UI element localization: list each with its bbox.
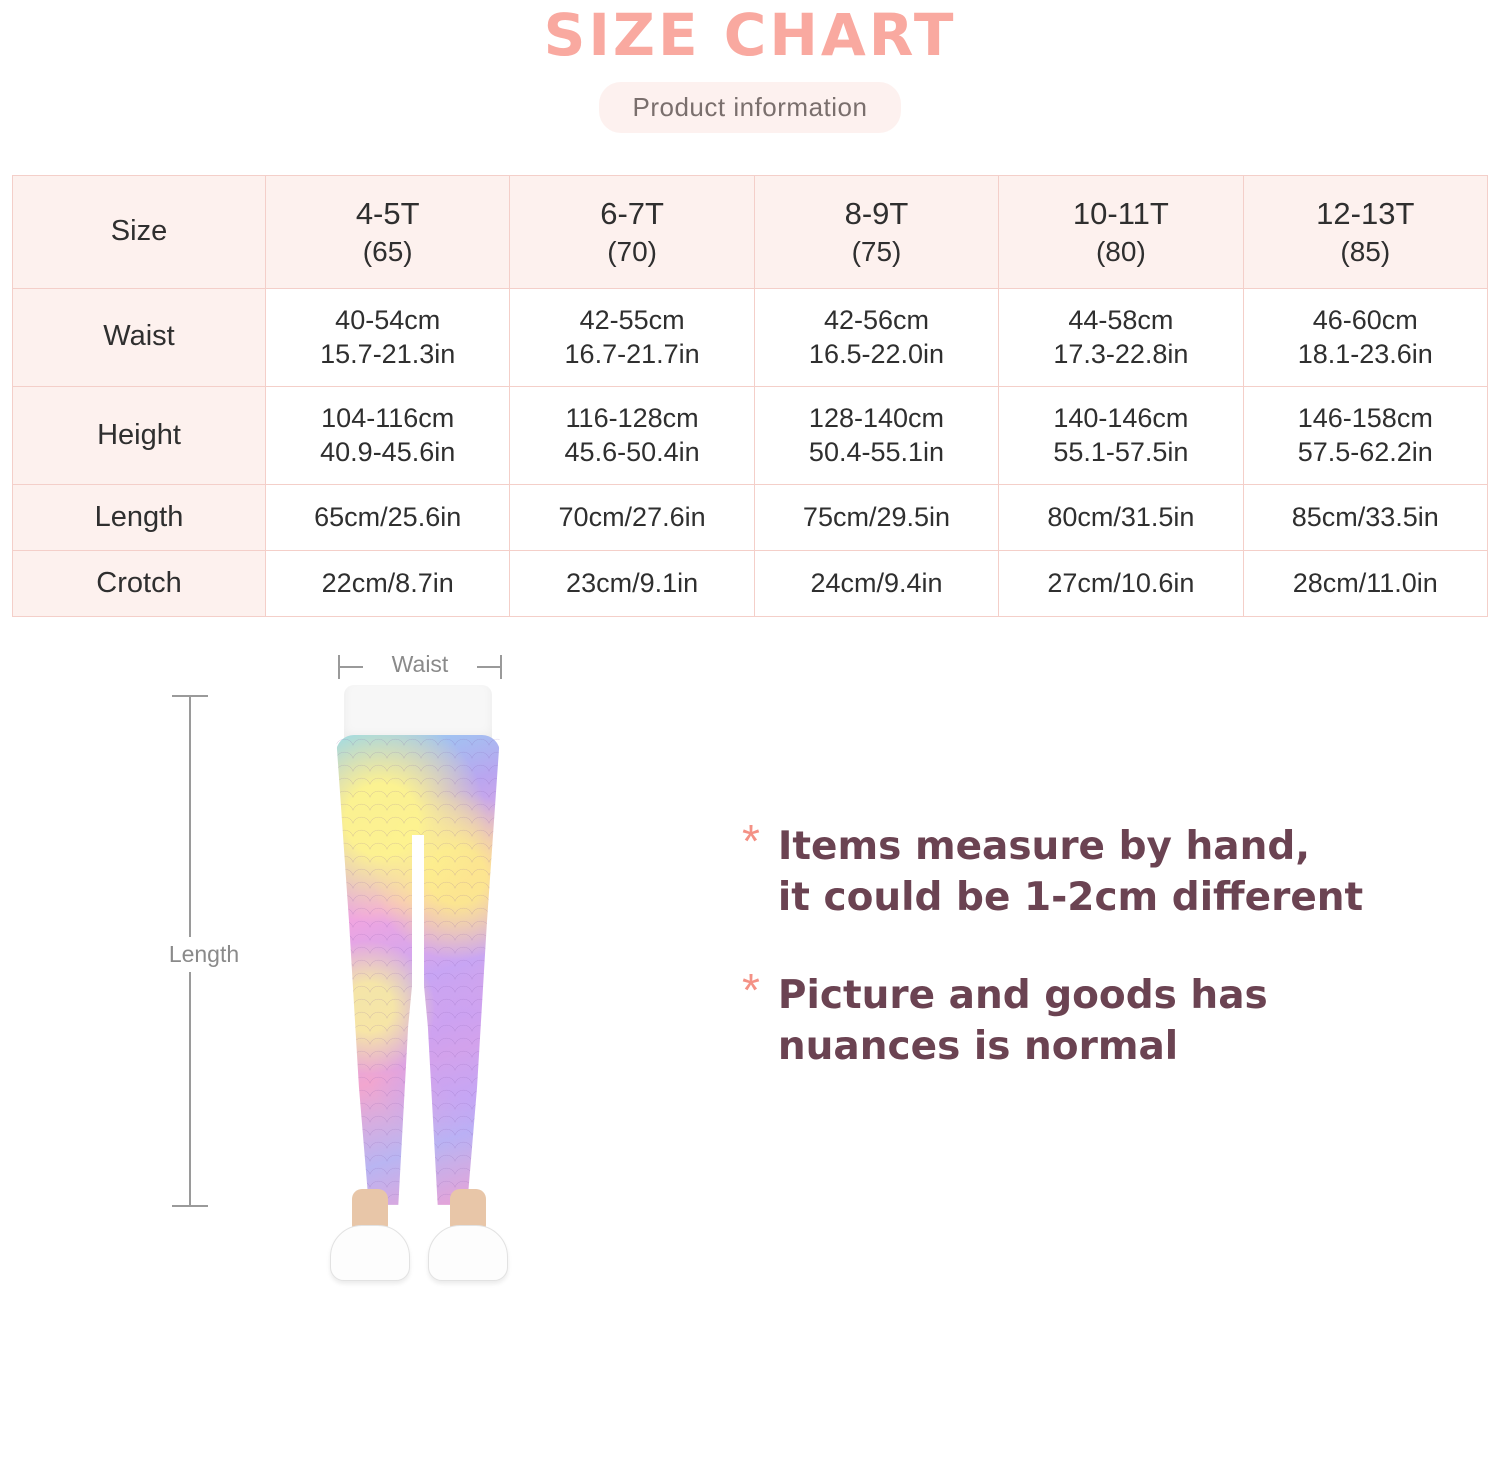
cell-waist-8-9t	[754, 288, 998, 386]
value-cm: 42-56cm	[823, 304, 929, 335]
value-in: 15.7-21.3in	[320, 339, 456, 370]
value-in: 50.4-55.1in	[808, 437, 945, 468]
asterisk-icon: *	[742, 963, 760, 1016]
value-cm: 128-140cm	[808, 402, 945, 433]
cell-height-8-9t	[754, 386, 998, 484]
row-label-waist: Waist	[13, 288, 266, 386]
row-label-height: Height	[13, 386, 266, 484]
subtitle-container	[0, 82, 1500, 133]
column-header-12-13t	[1243, 176, 1487, 289]
value-in: 18.1-23.6in	[1297, 339, 1433, 370]
cell-length-8-9t: 75cm/29.5in	[754, 484, 998, 550]
cell-waist-12-13t	[1243, 288, 1487, 386]
page-title: SIZE CHART	[543, 1, 957, 69]
value-cm: 44-58cm	[1068, 304, 1174, 335]
size-chart-table-wrapper	[12, 175, 1488, 617]
product-photo-leggings	[318, 685, 518, 1281]
size-name: 8-9T	[844, 196, 909, 231]
page-header	[0, 0, 1500, 133]
value-cm: 42-55cm	[579, 304, 685, 335]
subtitle-badge: Product information	[599, 82, 902, 133]
size-code: (70)	[607, 235, 657, 267]
waist-measurement-marker	[335, 651, 505, 685]
value-in: 45.6-50.4in	[564, 437, 700, 468]
value-cm: 46-60cm	[1312, 304, 1418, 335]
table-row-crotch	[13, 550, 1488, 616]
column-header-4-5t	[266, 176, 510, 289]
value-cm: 104-116cm	[321, 402, 455, 433]
note-item	[742, 814, 1442, 924]
cell-length-12-13t: 85cm/33.5in	[1243, 484, 1487, 550]
cell-length-6-7t: 70cm/27.6in	[510, 484, 754, 550]
cell-length-10-11t: 80cm/31.5in	[999, 484, 1243, 550]
length-measurement-marker	[150, 691, 260, 1211]
size-code: (85)	[1340, 235, 1391, 267]
value-in: 57.5-62.2in	[1297, 437, 1433, 468]
cell-height-4-5t	[266, 386, 510, 484]
size-code: (80)	[1095, 235, 1146, 267]
size-name: 12-13T	[1316, 196, 1415, 231]
note-text	[778, 821, 1363, 924]
cell-crotch-4-5t: 22cm/8.7in	[266, 550, 510, 616]
note-line-2: it could be 1-2cm different	[777, 875, 1364, 921]
left-shoe	[330, 1225, 410, 1281]
measurement-diagram-section	[0, 643, 1500, 1283]
cell-crotch-8-9t: 24cm/9.4in	[754, 550, 998, 616]
value-cm: 116-128cm	[565, 402, 699, 433]
value-in: 17.3-22.8in	[1053, 339, 1189, 370]
row-label-length: Length	[13, 484, 266, 550]
note-line-1: Items measure by hand,	[777, 823, 1311, 869]
column-header-10-11t	[999, 176, 1243, 289]
value-in: 16.7-21.7in	[564, 339, 700, 370]
size-name: 4-5T	[355, 196, 420, 231]
value-cm: 40-54cm	[335, 304, 441, 335]
note-line-2: nuances is normal	[777, 1024, 1179, 1070]
cell-height-6-7t	[510, 386, 754, 484]
table-header-row	[13, 176, 1488, 289]
size-name: 6-7T	[600, 196, 664, 231]
cell-crotch-6-7t: 23cm/9.1in	[510, 550, 754, 616]
cell-height-12-13t	[1243, 386, 1487, 484]
size-name: 10-11T	[1072, 196, 1169, 231]
value-cm: 140-146cm	[1053, 402, 1189, 433]
cell-crotch-12-13t: 28cm/11.0in	[1243, 550, 1487, 616]
asterisk-icon: *	[742, 814, 760, 867]
table-row-length	[13, 484, 1488, 550]
waist-measurement-label: Waist	[391, 650, 449, 677]
size-code: (65)	[362, 235, 413, 267]
size-code: (75)	[851, 235, 902, 267]
value-in: 55.1-57.5in	[1053, 437, 1189, 468]
value-in: 40.9-45.6in	[320, 437, 456, 468]
table-row-waist	[13, 288, 1488, 386]
cell-waist-10-11t	[999, 288, 1243, 386]
leg-separation	[412, 835, 424, 1155]
note-line-1: Picture and goods has	[777, 972, 1268, 1018]
notes-list	[742, 814, 1442, 1119]
leggings-waistband	[344, 685, 492, 741]
note-text	[778, 970, 1268, 1073]
cell-waist-6-7t	[510, 288, 754, 386]
value-cm: 146-158cm	[1297, 402, 1433, 433]
note-item	[742, 963, 1442, 1073]
column-header-6-7t	[510, 176, 754, 289]
cell-crotch-10-11t: 27cm/10.6in	[999, 550, 1243, 616]
column-header-8-9t	[754, 176, 998, 289]
cell-length-4-5t: 65cm/25.6in	[266, 484, 510, 550]
cell-waist-4-5t	[266, 288, 510, 386]
size-chart-table	[12, 175, 1488, 617]
table-row-height	[13, 386, 1488, 484]
row-label-crotch: Crotch	[13, 550, 266, 616]
length-measurement-label: Length	[144, 937, 264, 972]
column-header-size: Size	[13, 176, 266, 289]
value-in: 16.5-22.0in	[808, 339, 945, 370]
right-shoe	[428, 1225, 508, 1281]
cell-height-10-11t	[999, 386, 1243, 484]
